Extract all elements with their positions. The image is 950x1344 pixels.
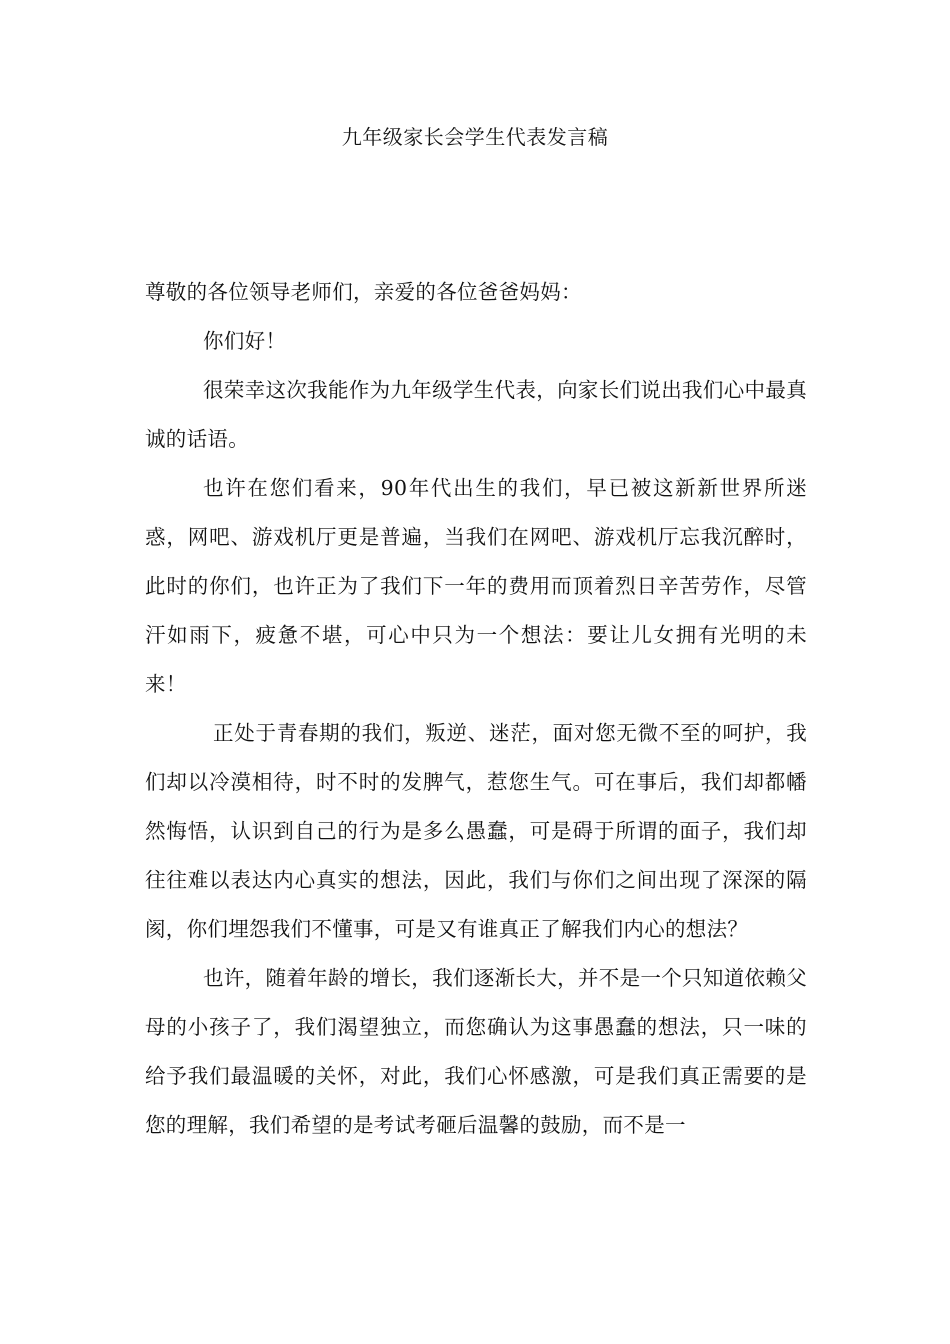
document-body xyxy=(145,268,807,1150)
paragraph-3: 也许，随着年龄的增长，我们逐渐长大，并不是一个只知道依赖父母的小孩子了，我们渴望独立，而您确认为这事愚蠢的想法，只一味的给予我们最温暖的关怀，对此，我们心怀感激，可是我们真正需要的是您的理解，我们希望的是考试考砸后温馨的鼓励，而不是一 xyxy=(145,966,807,1137)
paragraph-2: 正处于青春期的我们，叛逆、迷茫，面对您无微不至的呵护，我们却以冷漠相待，时不时的发脾气，惹您生气。可在事后，我们却都幡然悔悟，认识到自己的行为是多么愚蠢，可是碍于所谓的面子，我们却往往难以表达内心真实的想法，因此，我们与你们之间出现了深深的隔阂，你们埋怨我们不懂事，可是又有谁真正了解我们内心的想法？ xyxy=(145,721,807,941)
paragraph-intro: 很荣幸这次我能作为九年级学生代表，向家长们说出我们心中最真诚的话语。 xyxy=(145,378,807,451)
greeting: 你们好！ xyxy=(203,329,287,353)
document-title: 九年级家长会学生代表发言稿 xyxy=(341,125,609,149)
paragraph-1: 也许在您们看来，90年代出生的我们，早已被这新新世界所迷惑，网吧、游戏机厅更是普遍，当我们在网吧、游戏机厅忘我沉醉时，此时的你们，也许正为了我们下一年的费用而顶着烈日辛苦劳作，尽管汗如雨下，疲惫不堪，可心中只为一个想法：要让儿女拥有光明的未来！ xyxy=(145,476,807,696)
salutation: 尊敬的各位领导老师们，亲爱的各位爸爸妈妈： xyxy=(145,280,582,304)
